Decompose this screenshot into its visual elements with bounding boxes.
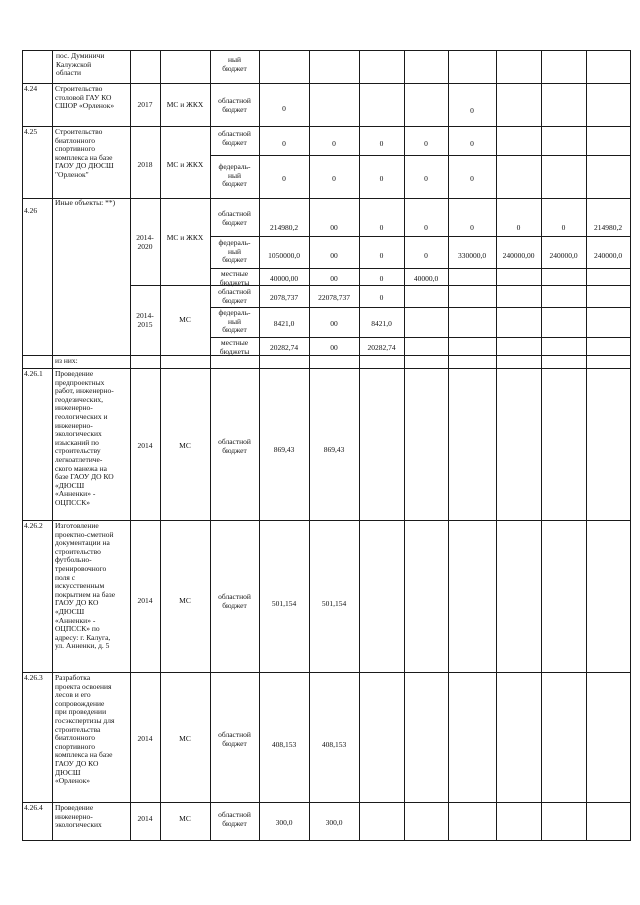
budget-value: 0 (424, 174, 428, 183)
program-name: искусственным (55, 581, 105, 591)
program-name: Разработка (55, 673, 91, 682)
budget-value: 20282,74 (269, 343, 299, 352)
program-name: ОЦПССК» по (55, 624, 100, 634)
funding-source: областной (218, 592, 251, 601)
funding-source: бюджет (222, 295, 247, 305)
budget-value: 330000,0 (457, 251, 487, 260)
budget-value: 214980,2 (269, 223, 299, 232)
program-name: ДЮСШ (55, 767, 81, 777)
executor: МС (179, 596, 191, 605)
year: 2015 (137, 319, 153, 329)
funding-source: областной (218, 287, 251, 296)
budget-value: 00 (330, 274, 338, 283)
funding-source: бюджет (222, 600, 247, 610)
program-name: ул. Анненки, д. 5 (55, 641, 110, 651)
budget-value: 300,0 (275, 818, 293, 827)
grid-line (210, 337, 631, 338)
grid-line (22, 50, 23, 840)
program-name: спортивного (55, 144, 95, 154)
budget-value: 00 (330, 319, 338, 328)
executor: МС (179, 441, 191, 450)
executor: МС и ЖКХ (166, 160, 204, 169)
grid-line (404, 50, 405, 840)
program-name: «ДЮСШ (55, 480, 85, 490)
funding-source: бюджет (222, 137, 247, 147)
program-name: строительство (55, 546, 101, 556)
row-number: 4.25 (24, 127, 38, 136)
executor: МС и ЖКХ (166, 233, 204, 242)
program-name: инженерно- (55, 811, 93, 821)
row-number: 4.26.3 (24, 673, 43, 682)
program-name: биатлонного (55, 733, 95, 743)
budget-value: 00 (330, 223, 338, 232)
program-name: "Орленок" (55, 170, 89, 179)
program-name: инженерно- (55, 420, 93, 430)
year: 2014- (136, 311, 154, 320)
funding-source: ный (227, 55, 242, 64)
budget-value: 00 (330, 343, 338, 352)
grid-line (496, 50, 497, 840)
program-name: строительству (55, 446, 101, 456)
budget-value: 0 (282, 174, 286, 183)
budget-value: 0 (379, 251, 384, 260)
year: 2018 (137, 160, 153, 169)
row-number: 4.24 (24, 84, 38, 93)
budget-value: 2078,737 (269, 293, 299, 302)
funding-source: бюджет (222, 445, 247, 455)
program-name: тренировочного (55, 564, 107, 573)
budget-value: 0 (379, 139, 384, 148)
year: 2017 (137, 100, 153, 109)
grid-line (586, 50, 587, 840)
budget-value: 0 (561, 223, 566, 232)
budget-value: 869,43 (323, 445, 345, 454)
program-name: экологических (55, 429, 102, 439)
budget-value: 8421,0 (273, 319, 295, 328)
year: 2014 (137, 734, 153, 743)
funding-source: ный (227, 170, 242, 180)
grid-line (210, 155, 631, 156)
budget-value: 240000,0 (593, 251, 623, 260)
budget-value: 0 (470, 139, 474, 148)
funding-source: бюджет (222, 104, 247, 114)
funding-source: областной (218, 209, 251, 218)
row-number: 4.26.2 (24, 521, 43, 530)
program-name: сопровождение (55, 698, 105, 708)
budget-value: 8421,0 (371, 319, 392, 328)
funding-source: областной (218, 96, 251, 105)
program-name: «Анненки» - (55, 615, 96, 625)
program-name: ского манежа на (55, 463, 107, 473)
budget-value: 0 (282, 104, 286, 113)
program-name: Изготовление (55, 521, 99, 530)
program-name: при проведении (55, 707, 107, 717)
budget-value: 408,153 (271, 740, 297, 749)
executor: МС (179, 814, 191, 823)
grid-line (541, 50, 542, 840)
funding-source: федераль- (218, 162, 251, 171)
budget-value: 0 (470, 106, 474, 115)
grid-line (210, 268, 631, 269)
grid-line (22, 840, 631, 841)
program-name: строительства (55, 724, 101, 734)
funding-source: бюджеты (219, 346, 250, 356)
program-name: ГАОУ ДО КО (55, 598, 99, 608)
budget-value: 501,154 (321, 599, 347, 608)
program-name: проектно-сметной (55, 529, 114, 539)
funding-source: бюджет (222, 179, 247, 189)
executor: МС (179, 315, 191, 324)
grid-line (210, 236, 631, 237)
program-name: экологических (55, 820, 102, 830)
funding-source: ный (227, 246, 242, 256)
program-name: Калужской (56, 59, 92, 69)
program-name: инженерно- (55, 403, 93, 413)
budget-value: 0 (379, 223, 384, 232)
program-name: изысканий по (55, 437, 99, 447)
grid-line (22, 355, 631, 356)
budget-value: 408,153 (321, 740, 347, 749)
grid-line (22, 672, 631, 673)
budget-value: 240000,0 (549, 251, 578, 260)
budget-value: 22078,737 (318, 293, 350, 302)
program-name: документации на (55, 538, 110, 548)
funding-source: бюджет (222, 325, 247, 335)
grid-line (22, 520, 631, 521)
program-name: ГАОУ ДО КО (55, 759, 99, 768)
program-name: предпроектных (55, 377, 105, 387)
program-name: базе ГАОУ ДО КО (55, 472, 114, 482)
funding-source: местные (220, 338, 249, 347)
row-number: 4.26 (24, 206, 38, 215)
program-name: области (56, 68, 82, 78)
program-name: биатлонного (55, 135, 95, 145)
grid-line (448, 50, 449, 840)
executor: МС и ЖКХ (166, 100, 204, 109)
funding-source: федераль- (218, 308, 251, 317)
budget-value: 0 (516, 223, 521, 232)
program-name: госэкспертизы для (55, 716, 115, 725)
program-name: адресу: г. Калуга, (55, 632, 111, 642)
program-name: «Орленок» (55, 776, 91, 786)
year: 2014 (137, 441, 153, 450)
budget-value: 501,154 (271, 599, 297, 608)
budget-value: 0 (470, 223, 474, 232)
budget-value: 40000,00 (269, 274, 299, 283)
grid-line (210, 307, 631, 308)
funding-source: бюджет (222, 217, 247, 227)
budget-value: 214980,2 (593, 223, 623, 232)
funding-source: бюджет (222, 63, 247, 73)
program-name: поля с (55, 572, 76, 582)
budget-value: 869,43 (273, 445, 295, 454)
budget-value: 0 (332, 139, 336, 148)
budget-value: 0 (379, 174, 384, 183)
funding-source: бюджет (222, 738, 247, 748)
program-name: Строительство (55, 127, 103, 136)
grid-line (22, 83, 631, 84)
program-name: спортивного (55, 741, 95, 751)
program-name: Проведение (55, 369, 94, 378)
funding-source: федераль- (218, 238, 251, 247)
budget-value: 240000,00 (502, 251, 535, 260)
budget-value: 0 (379, 293, 384, 302)
row-number: 4.26.4 (24, 803, 43, 812)
program-name: работ, инженерно- (55, 386, 114, 396)
funding-source: бюджет (222, 255, 247, 265)
program-name: ГАОУ ДО ДЮСШ (55, 161, 114, 171)
budget-value: 0 (424, 139, 428, 148)
year: 2014- (136, 233, 154, 242)
funding-source: бюджет (222, 818, 247, 828)
budget-value: 20282,74 (367, 343, 396, 352)
grid-line (22, 50, 631, 51)
grid-line (52, 50, 53, 840)
funding-source: бюджеты (219, 277, 250, 287)
grid-line (130, 50, 131, 840)
program-name: «Анненки» - (55, 489, 96, 499)
row-number: 4.26.1 (24, 369, 43, 378)
grid-line (22, 126, 631, 127)
funding-source: областной (218, 437, 251, 446)
grid-line (259, 50, 260, 840)
program-name: комплекса на базе (55, 152, 113, 162)
budget-value: 0 (424, 251, 428, 260)
funding-source: областной (218, 810, 251, 819)
grid-line (22, 368, 631, 369)
program-name: столовой ГАУ КО (55, 92, 112, 102)
program-name: комплекса на базе (55, 750, 113, 760)
grid-line (210, 50, 211, 840)
budget-value: 1050000,0 (268, 251, 300, 260)
program-name: СШОР «Орленок» (55, 101, 115, 111)
program-name: лесов и его (55, 690, 91, 700)
executor: МС (179, 734, 191, 743)
grid-line (309, 50, 310, 840)
year: 2014 (137, 596, 153, 605)
grid-line (359, 50, 360, 840)
program-name: проекта освоения (55, 681, 112, 691)
funding-source: областной (218, 129, 251, 138)
grid-line (130, 285, 631, 286)
program-name: геологических и (55, 412, 108, 421)
budget-value: 0 (424, 223, 428, 232)
of-which-label: из них: (55, 356, 78, 365)
budget-value: 0 (470, 174, 474, 183)
program-name: легкоатлетиче- (55, 455, 103, 464)
program-name: пос. Думиничи (56, 51, 105, 60)
budget-value: 0 (379, 274, 384, 283)
program-name: геодезических, (55, 394, 103, 404)
funding-source: ный (227, 316, 242, 326)
budget-value: 300,0 (325, 818, 343, 827)
budget-value: 0 (282, 139, 286, 148)
program-name: Иные объекты: **) (55, 198, 116, 207)
funding-source: областной (218, 730, 251, 739)
program-name: «ДЮСШ (55, 607, 85, 616)
year: 2014 (137, 814, 153, 823)
budget-value: 00 (330, 251, 338, 260)
funding-source: местные (220, 269, 249, 278)
grid-line (630, 50, 631, 840)
year: 2020 (137, 241, 153, 251)
program-name: ОЦПССК» (55, 498, 91, 507)
budget-value: 40000,0 (413, 274, 439, 283)
program-name: Проведение (55, 803, 94, 812)
program-name: покрытием на базе (55, 589, 116, 599)
grid-line (22, 802, 631, 803)
budget-value: 0 (332, 174, 336, 183)
program-name: Строительство (55, 84, 103, 93)
program-name: футбольно- (55, 555, 92, 565)
